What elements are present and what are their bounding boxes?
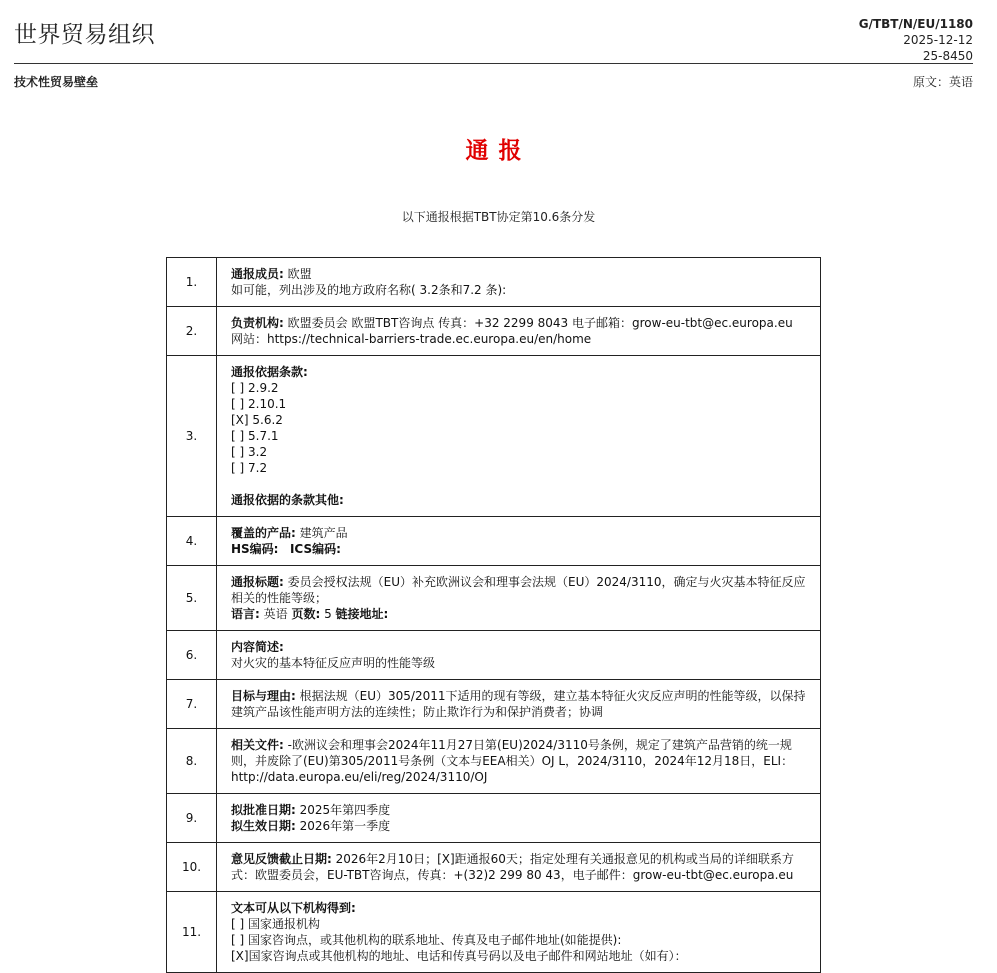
table-row (167, 307, 821, 356)
notification-table (166, 257, 821, 973)
table-row (167, 843, 821, 892)
checkbox-item: [ ] 3.2 (231, 445, 268, 459)
field-value: 欧盟 (283, 267, 312, 281)
field-value: 根据法规（EU）305/2011下适用的现有等级，建立基本特征火灾反应声明的性能等级，以保持建筑产品该性能声明方法的连续性；防止欺诈行为和保护消费者；协调 (231, 689, 806, 719)
field-value: -欧洲议会和理事会2024年11月27日第(EU)2024/3110号条例，规定了建筑产品营销的统一规则，并废除了(EU)第305/2011号条例（文本与EEA相关）OJ L，2024/3110，2024年12月18日，ELI：http://data.europa.eu/eli/reg/2024/3110/OJ (231, 738, 794, 784)
field-value: 对火灾的基本特征反应声明的性能等级 (231, 656, 436, 670)
row-number: 4. (167, 517, 217, 566)
field-label: 通报依据的条款其他: (231, 493, 344, 507)
original-language: 原文：英语 (912, 75, 973, 89)
field-label: 意见反馈截止日期: (231, 852, 332, 866)
row-number: 1. (167, 258, 217, 307)
document-meta (859, 16, 973, 64)
document-symbol: G/TBT/N/EU/1180 (858, 17, 973, 31)
ics-code-label: ICS编码: (289, 542, 341, 556)
pages-label: 页数: (291, 607, 321, 621)
field-value: 建筑产品 (295, 526, 348, 540)
language-label: 语言: (231, 607, 260, 621)
field-value: 委员会授权法规（EU）补充欧洲议会和理事会法规（EU）2024/3110，确定与火灾基本特征反应相关的性能等级； (231, 575, 806, 605)
checkbox-item: [X]国家咨询点或其他机构的地址、电话和传真号码以及电子邮件和网站地址（如有）： (231, 949, 687, 963)
link-label: 链接地址: (335, 607, 389, 621)
row-number: 5. (167, 566, 217, 631)
table-row (167, 356, 821, 517)
row-number: 10. (167, 843, 217, 892)
row-content (217, 356, 821, 517)
checkbox-item: [X] 5.6.2 (231, 413, 283, 427)
row-content (217, 794, 821, 843)
checkbox-item: [ ] 国家通报机构 (231, 917, 320, 931)
field-value: 欧盟委员会 欧盟TBT咨询点 传真：+32 2299 8043 电子邮箱：grow-eu-tbt@ec.europa.eu 网站：https://technical-barriers-trade.ec.europa.eu/en/home (231, 316, 793, 346)
checkbox-item: [ ] 2.10.1 (231, 397, 287, 411)
row-content (217, 307, 821, 356)
table-row (167, 794, 821, 843)
field-label: 通报标题: (231, 575, 284, 589)
checkbox-item: [ ] 2.9.2 (231, 381, 279, 395)
language-value: 英语 (259, 607, 292, 621)
row-content (217, 680, 821, 729)
row-number: 9. (167, 794, 217, 843)
row-number: 2. (167, 307, 217, 356)
checkbox-item: [ ] 5.7.1 (231, 429, 279, 443)
field-label: 负责机构: (231, 316, 284, 330)
document-reference: 25-8450 (922, 49, 973, 63)
field-label: 目标与理由: (231, 689, 296, 703)
document-date: 2025-12-12 (903, 33, 973, 47)
field-label: 文本可从以下机构得到: (231, 901, 356, 915)
row-number: 8. (167, 729, 217, 794)
committee-name: 技术性贸易壁垒 (14, 75, 99, 89)
table-row (167, 566, 821, 631)
table-row (167, 258, 821, 307)
table-row (167, 631, 821, 680)
notification-title: 通报 (465, 138, 532, 164)
table-row (167, 517, 821, 566)
field-label: 拟生效日期: (231, 819, 296, 833)
header-divider (14, 63, 973, 64)
row-content (217, 517, 821, 566)
checkbox-item: [ ] 国家咨询点，或其他机构的联系地址、传真及电子邮件地址(如能提供): (231, 933, 622, 947)
pages-value: 5 (320, 607, 336, 621)
field-value: 2026年第一季度 (295, 819, 391, 833)
row-number: 3. (167, 356, 217, 517)
row-content (217, 729, 821, 794)
table-row (167, 892, 821, 973)
field-value: 2025年第四季度 (295, 803, 391, 817)
row-content (217, 566, 821, 631)
checkbox-item: [ ] 7.2 (231, 461, 268, 475)
distribution-note: 以下通报根据TBT协定第10.6条分发 (401, 210, 596, 224)
field-note: 如可能，列出涉及的地方政府名称( 3.2条和7.2 条): (231, 283, 507, 297)
field-label: 通报依据条款: (231, 365, 308, 379)
field-label: 覆盖的产品: (231, 526, 296, 540)
field-label: 通报成员: (231, 267, 284, 281)
spacer (231, 476, 806, 492)
row-content (217, 843, 821, 892)
field-value: 2026年2月10日；[X]距通报60天；指定处理有关通报意见的机构或当局的详细联系方式：欧盟委员会，EU-TBT咨询点，传真：+(32)2 299 80 43，电子邮件：grow-eu-tbt@ec.europa.eu (231, 852, 794, 882)
row-content (217, 258, 821, 307)
field-label: 拟批准日期: (231, 803, 296, 817)
row-content (217, 631, 821, 680)
field-label: 内容简述: (231, 640, 284, 654)
row-number: 6. (167, 631, 217, 680)
row-number: 11. (167, 892, 217, 973)
row-content (217, 892, 821, 973)
table-row (167, 680, 821, 729)
hs-code-label: HS编码: (231, 542, 279, 556)
table-row (167, 729, 821, 794)
field-label: 相关文件: (231, 738, 284, 752)
row-number: 7. (167, 680, 217, 729)
org-title: 世界贸易组织 (14, 22, 155, 48)
